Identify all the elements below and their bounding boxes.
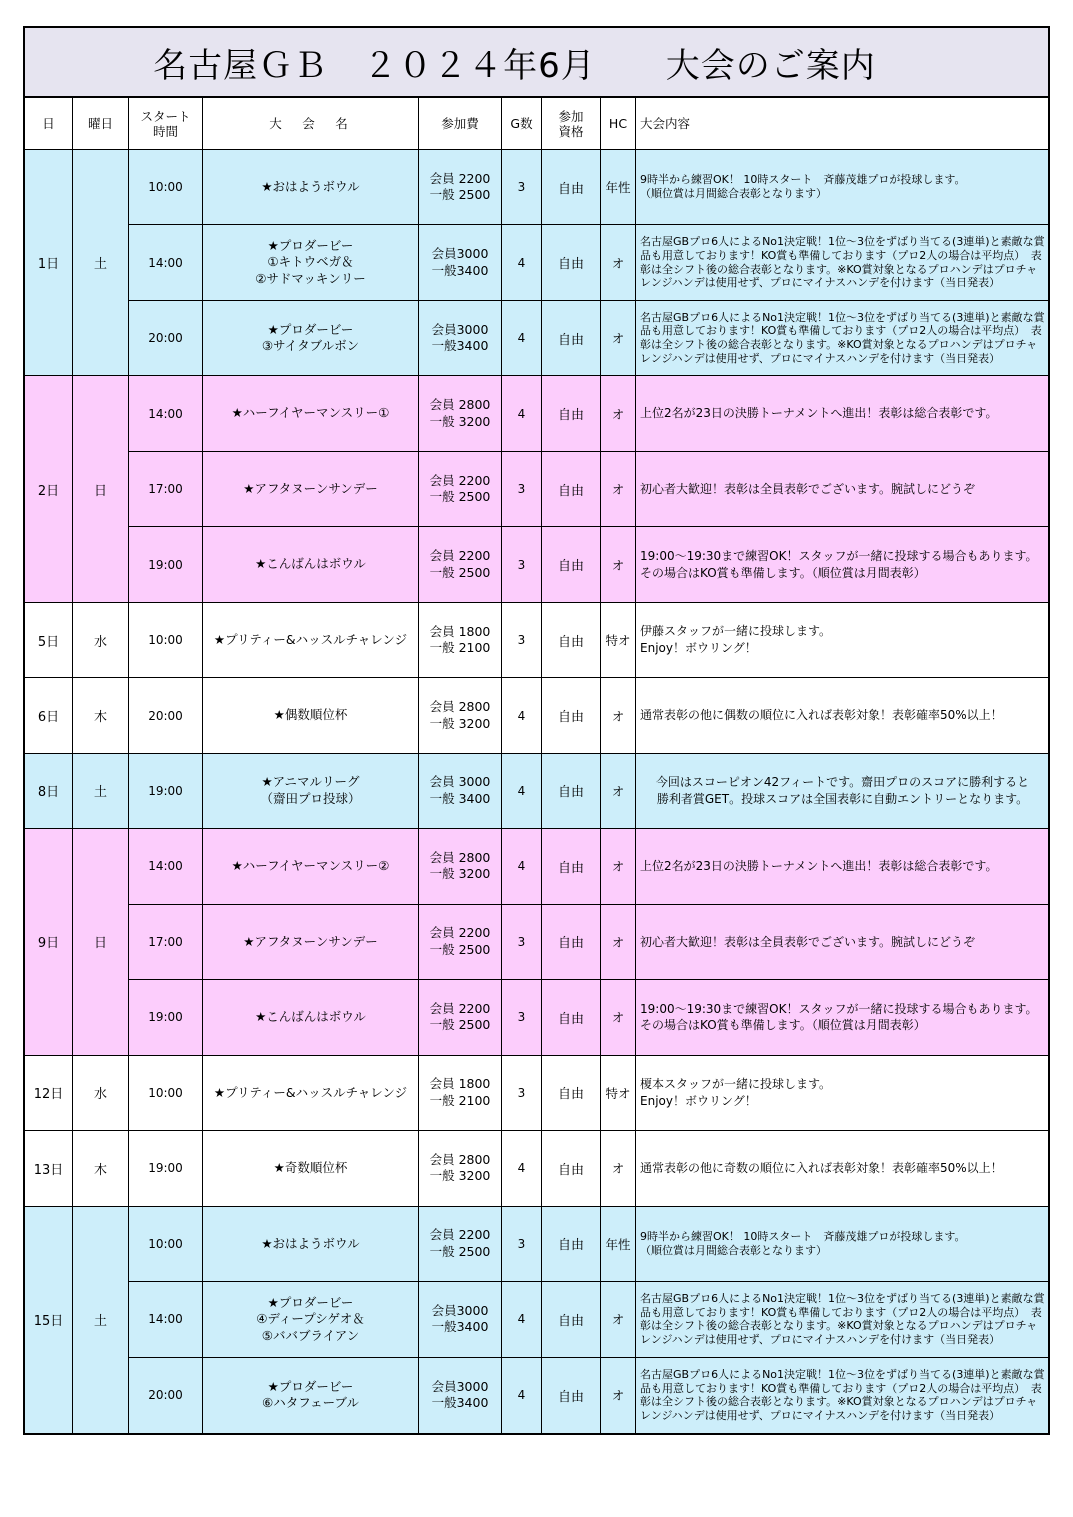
handicap: オ [611,557,625,573]
eligibility-cell [542,754,601,829]
entry-fee: 会員 1800 一般 2100 [429,623,491,656]
tournament-name-cell [203,1282,419,1357]
game-count-cell [502,452,542,527]
entry-fee-cell [419,452,502,527]
entry-fee: 会員 2200 一般 2500 [429,472,491,505]
eligibility-cell [542,1131,601,1206]
header-tournament-name-cell [203,98,419,150]
handicap: オ [611,1312,625,1328]
handicap-cell [601,754,636,829]
handicap-cell [601,905,636,980]
entry-fee-cell [419,905,502,980]
eligibility-cell [542,980,601,1055]
description: 今回はスコーピオン42フィートです。齋田プロのスコアに勝利すると 勝利者賞GET。投球スコアは全国表彰に自動エントリーとなります。 [655,775,1030,806]
weekday: 木 [93,710,107,726]
tournament-name-cell [203,905,419,980]
handicap-cell [601,452,636,527]
entry-fee-cell [419,527,502,602]
eligibility: 自由 [557,860,584,876]
entry-fee-cell [419,150,502,225]
start-time-cell [129,905,203,980]
header-handicap-cell [601,98,636,150]
game-count-cell [502,376,542,451]
eligibility: 自由 [557,1238,584,1254]
tournament-name: ★奇数順位杯 [273,1160,348,1176]
tournament-name-cell [203,1358,419,1433]
description: 名古屋GBプロ6人によるNo1決定戦！1位～3位をずばり当てる(3連単)と素敵な賞品も用意しております！KO賞も準備しております（プロ2人の場合は平均点） 表彰は全シフト後の総合表彰となります。※KO賞対象となるプロハンデはプロチャレンジハンデは使用せず、プロにマイナスハンデを付けます（当日発表） [640,310,1045,365]
description-cell [636,150,1048,225]
eligibility-cell [542,150,601,225]
game-count: 4 [517,783,526,798]
handicap-cell [601,376,636,451]
description-cell [636,1358,1048,1433]
entry-fee-cell [419,301,502,376]
entry-fee-cell [419,980,502,1055]
date: 12日 [33,1087,64,1103]
start-time-cell [129,1282,203,1357]
game-count: 3 [517,1236,526,1251]
tournament-name-cell [203,829,419,904]
header-description-cell [636,98,1048,150]
date: 2日 [37,483,60,499]
entry-fee: 会員 2800 一般 3200 [429,849,491,882]
start-time: 17:00 [148,482,183,497]
eligibility-cell [542,376,601,451]
entry-fee-cell [419,225,502,300]
tournament-name-cell [203,1131,419,1206]
game-count: 3 [517,633,526,648]
game-count: 3 [517,557,526,572]
entry-fee-cell [419,678,502,753]
game-count: 4 [517,1161,526,1176]
game-count: 4 [517,1388,526,1403]
header-entry-fee-cell [419,98,502,150]
eligibility-cell [542,452,601,527]
tournament-name: ★プリティー&ハッスルチャレンジ [213,1084,408,1100]
entry-fee-cell [419,1056,502,1131]
entry-fee: 会員 2200 一般 2500 [429,925,491,957]
start-time-cell [129,678,203,753]
header-tournament-name: 大 会 名 [269,116,352,131]
eligibility: 自由 [557,332,584,348]
handicap: 特オ [605,633,631,649]
start-time: 19:00 [148,1010,183,1025]
entry-fee-cell [419,1358,502,1433]
handicap: オ [611,708,625,724]
description: 伊藤スタッフが一緒に投球します。 Enjoy！ボウリング！ [640,624,832,656]
handicap: 年性 [605,180,631,196]
description-cell [636,754,1048,829]
start-time: 10:00 [148,633,183,648]
tournament-name: ★プロダービー ③サイタブルボン [261,321,360,354]
handicap-cell [601,527,636,602]
weekday-cell [73,829,129,1055]
start-time-cell [129,1358,203,1433]
tournament-name: ★ハーフイヤーマンスリー② [231,858,390,874]
entry-fee: 会員 2800 一般 3200 [429,699,491,731]
date-cell [25,829,73,1055]
description: 9時半から練習OK！ 10時スタート 斉藤茂雄プロが投球します。 （順位賞は月間総合表彰となります） [640,173,966,201]
tournament-schedule-table [23,26,1050,1435]
game-count-cell [502,1358,542,1433]
entry-fee: 会員3000 一般3400 [431,246,489,278]
header-eligibility: 参加 資格 [558,108,584,139]
header-handicap: HC [608,116,628,131]
tournament-name-cell [203,376,419,451]
entry-fee: 会員 3000 一般 3400 [429,774,491,806]
handicap: オ [611,255,625,271]
start-time: 19:00 [148,1161,183,1176]
game-count: 4 [517,331,526,346]
header-day-cell [25,98,73,150]
start-time: 10:00 [148,1236,183,1251]
handicap: 特オ [605,1085,631,1101]
game-count-cell [502,301,542,376]
handicap-cell [601,301,636,376]
eligibility-cell [542,905,601,980]
handicap-cell [601,603,636,678]
description-cell [636,452,1048,527]
game-count: 3 [517,482,526,497]
handicap: 年性 [605,1236,631,1252]
entry-fee: 会員3000 一般3400 [431,1378,489,1411]
header-day: 日 [42,116,55,131]
entry-fee: 会員 2200 一般 2500 [429,548,491,580]
start-time: 10:00 [148,1085,183,1100]
header-game-count: G数 [510,116,533,131]
entry-fee: 会員 2800 一般 3200 [429,1151,491,1184]
description: 榎本スタッフが一緒に投球します。 Enjoy！ボウリング！ [640,1077,832,1108]
date-cell [25,678,73,753]
tournament-name-cell [203,603,419,678]
tournament-name: ★偶数順位杯 [273,707,348,723]
date-cell [25,376,73,602]
description: 名古屋GBプロ6人によるNo1決定戦！1位～3位をずばり当てる(3連単)と素敵な賞品も用意しております！KO賞も準備しております（プロ2人の場合は平均点） 表彰は全シフト後の総合表彰となります。※KO賞対象となるプロハンデはプロチャレンジハンデは使用せず、プロにマイナスハンデを付けます（当日発表） [640,1291,1045,1347]
weekday: 土 [93,785,107,801]
description-cell [636,527,1048,602]
description: 9時半から練習OK！ 10時スタート 斉藤茂雄プロが投球します。 （順位賞は月間総合表彰となります） [640,1230,966,1257]
header-entry-fee: 参加費 [441,116,479,131]
weekday-cell [73,376,129,602]
handicap: オ [611,406,625,422]
entry-fee-cell [419,376,502,451]
start-time: 10:00 [148,180,183,195]
eligibility: 自由 [557,710,584,726]
entry-fee: 会員 1800 一般 2100 [429,1076,491,1108]
date-cell [25,603,73,678]
tournament-name: ★ハーフイヤーマンスリー① [231,405,390,421]
start-time-cell [129,1056,203,1131]
tournament-name-cell [203,980,419,1055]
handicap: オ [611,1010,625,1026]
tournament-name-cell [203,754,419,829]
description: 上位2名が23日の決勝トーナメントへ進出！表彰は総合表彰です。 [640,859,998,874]
entry-fee-cell [419,1282,502,1357]
date-cell [25,1207,73,1433]
page-title: 名古屋ＧＢ ２０２４年6月 大会のご案内 [153,45,876,86]
handicap-cell [601,1131,636,1206]
tournament-name: ★プロダービー ④ディープシゲオ＆ ⑤ババブライアン [256,1294,365,1343]
date-cell [25,754,73,829]
tournament-name: ★こんばんはボウル [255,556,366,572]
start-time: 20:00 [148,331,183,346]
tournament-name: ★おはようボウル [261,1235,360,1251]
game-count: 4 [517,406,526,421]
tournament-name: ★こんばんはボウル [255,1009,366,1025]
tournament-name-cell [203,1207,419,1282]
entry-fee: 会員3000 一般3400 [431,321,489,354]
tournament-name-cell [203,452,419,527]
handicap-cell [601,150,636,225]
description-cell [636,678,1048,753]
date-cell [25,150,73,376]
game-count: 3 [517,1085,526,1100]
start-time-cell [129,829,203,904]
entry-fee-cell [419,829,502,904]
start-time: 17:00 [148,934,183,949]
tournament-name: ★プロダービー ⑥ハタフェーブル [262,1378,359,1411]
handicap: オ [611,859,625,875]
start-time: 14:00 [148,406,183,421]
start-time-cell [129,301,203,376]
game-count-cell [502,225,542,300]
weekday-cell [73,754,129,829]
weekday: 日 [93,936,107,952]
entry-fee-cell [419,754,502,829]
eligibility: 自由 [557,1087,584,1103]
game-count-cell [502,150,542,225]
start-time: 14:00 [148,1312,183,1327]
game-count: 3 [517,934,526,949]
weekday: 日 [93,483,107,499]
tournament-name: ★プロダービー ①キトウベガ＆ ②サドマッキンリー [255,237,366,286]
handicap: オ [611,783,625,799]
tournament-name: ★アフタヌーンサンデー [243,933,378,949]
handicap-cell [601,980,636,1055]
date: 1日 [37,257,60,273]
entry-fee: 会員 2800 一般 3200 [429,397,491,429]
eligibility-cell [542,1207,601,1282]
game-count-cell [502,678,542,753]
game-count-cell [502,905,542,980]
tournament-name-cell [203,150,419,225]
tournament-name: ★おはようボウル [261,178,360,194]
tournament-name-cell [203,1056,419,1131]
tournament-name: ★プリティー&ハッスルチャレンジ [213,631,408,647]
handicap-cell [601,678,636,753]
eligibility: 自由 [557,408,584,424]
eligibility: 自由 [557,936,584,952]
description: 初心者大歓迎！表彰は全員表彰でございます。腕試しにどうぞ [640,934,976,949]
weekday-cell [73,1056,129,1131]
eligibility: 自由 [557,1162,584,1178]
handicap: オ [611,331,625,347]
date: 15日 [33,1314,64,1330]
weekday: 水 [93,634,107,650]
entry-fee: 会員3000 一般3400 [431,1302,489,1335]
game-count: 4 [517,859,526,874]
handicap: オ [611,1161,625,1177]
date: 9日 [37,936,60,952]
eligibility: 自由 [557,181,584,197]
tournament-name: ★アニマルリーグ （齋田プロ投球） [260,774,361,806]
handicap: オ [611,1388,625,1404]
start-time: 19:00 [148,783,183,798]
description-cell [636,1056,1048,1131]
handicap: オ [611,482,625,498]
eligibility: 自由 [557,483,584,499]
weekday: 土 [93,257,107,273]
date-cell [25,1056,73,1131]
game-count-cell [502,1056,542,1131]
date: 6日 [37,710,60,726]
start-time-cell [129,1131,203,1206]
game-count-cell [502,1207,542,1282]
eligibility-cell [542,1358,601,1433]
eligibility-cell [542,603,601,678]
tournament-name-cell [203,527,419,602]
weekday-cell [73,1131,129,1206]
date-cell [25,1131,73,1206]
start-time-cell [129,452,203,527]
description-cell [636,1207,1048,1282]
eligibility: 自由 [557,634,584,650]
game-count-cell [502,829,542,904]
start-time-cell [129,980,203,1055]
handicap: オ [611,934,625,950]
description-cell [636,905,1048,980]
eligibility: 自由 [557,1313,584,1329]
start-time: 19:00 [148,557,183,572]
game-count-cell [502,603,542,678]
start-time-cell [129,603,203,678]
description-cell [636,980,1048,1055]
start-time-cell [129,150,203,225]
entry-fee-cell [419,1207,502,1282]
description: 初心者大歓迎！表彰は全員表彰でございます。腕試しにどうぞ [640,481,976,496]
eligibility-cell [542,829,601,904]
start-time: 20:00 [148,1388,183,1403]
header-start-time: スタート 時間 [140,108,191,139]
start-time-cell [129,1207,203,1282]
description: 19:00～19:30まで練習OK！スタッフが一緒に投球する場合もあります。 その場合はKO賞も準備します。（順位賞は月間表彰） [640,1001,1038,1033]
header-start-time-cell [129,98,203,150]
date: 8日 [37,785,60,801]
description-cell [636,301,1048,376]
weekday-cell [73,1207,129,1433]
description-cell [636,225,1048,300]
game-count-cell [502,754,542,829]
game-count-cell [502,527,542,602]
handicap-cell [601,1282,636,1357]
start-time-cell [129,225,203,300]
title-banner [25,28,1048,98]
weekday: 土 [93,1314,107,1330]
game-count-cell [502,980,542,1055]
eligibility: 自由 [557,1389,584,1405]
header-weekday: 曜日 [87,116,113,131]
handicap-cell [601,1207,636,1282]
description: 通常表彰の他に偶数の順位に入れば表彰対象！表彰確率50%以上！ [640,708,1003,723]
weekday-cell [73,678,129,753]
description: 19:00～19:30まで練習OK！スタッフが一緒に投球する場合もあります。 その場合はKO賞も準備します。（順位賞は月間表彰） [640,548,1038,580]
description-cell [636,829,1048,904]
description-cell [636,1282,1048,1357]
eligibility-cell [542,1282,601,1357]
date: 5日 [37,634,60,650]
weekday-cell [73,150,129,376]
entry-fee: 会員 2200 一般 2500 [429,1000,491,1033]
eligibility-cell [542,225,601,300]
entry-fee-cell [419,603,502,678]
header-eligibility-cell [542,98,601,150]
eligibility-cell [542,527,601,602]
game-count-cell [502,1282,542,1357]
date: 13日 [33,1162,64,1178]
eligibility-cell [542,301,601,376]
entry-fee: 会員 2200 一般 2500 [429,1227,491,1259]
weekday-cell [73,603,129,678]
game-count: 4 [517,255,526,270]
description: 上位2名が23日の決勝トーナメントへ進出！表彰は総合表彰です。 [640,406,998,421]
handicap-cell [601,225,636,300]
eligibility: 自由 [557,1011,584,1027]
eligibility-cell [542,1056,601,1131]
description: 名古屋GBプロ6人によるNo1決定戦！1位～3位をずばり当てる(3連単)と素敵な賞品も用意しております！KO賞も準備しております（プロ2人の場合は平均点） 表彰は全シフト後の総合表彰となります。※KO賞対象となるプロハンデはプロチャレンジハンデは使用せず、プロにマイナスハンデを付けます（当日発表） [640,235,1045,290]
description: 名古屋GBプロ6人によるNo1決定戦！1位～3位をずばり当てる(3連単)と素敵な賞品も用意しております！KO賞も準備しております（プロ2人の場合は平均点） 表彰は全シフト後の総合表彰となります。※KO賞対象となるプロハンデはプロチャレンジハンデは使用せず、プロにマイナスハンデを付けます（当日発表） [640,1367,1045,1422]
tournament-name-cell [203,678,419,753]
weekday: 木 [93,1162,107,1178]
tournament-name-cell [203,301,419,376]
description-cell [636,376,1048,451]
game-count-cell [502,1131,542,1206]
header-description: 大会内容 [640,116,691,131]
entry-fee: 会員 2200 一般 2500 [429,170,491,203]
header-weekday-cell [73,98,129,150]
start-time: 14:00 [148,255,183,270]
handicap-cell [601,829,636,904]
game-count: 4 [517,708,526,723]
description: 通常表彰の他に奇数の順位に入れば表彰対象！表彰確率50%以上！ [640,1160,1003,1175]
description-cell [636,603,1048,678]
handicap-cell [601,1358,636,1433]
tournament-name: ★アフタヌーンサンデー [243,480,378,496]
eligibility-cell [542,678,601,753]
start-time: 20:00 [148,708,183,723]
start-time-cell [129,754,203,829]
game-count: 3 [517,180,526,195]
weekday: 水 [93,1087,107,1103]
eligibility: 自由 [557,559,584,575]
eligibility: 自由 [557,257,584,273]
description-cell [636,1131,1048,1206]
tournament-name-cell [203,225,419,300]
header-game-count-cell [502,98,542,150]
game-count: 4 [517,1312,526,1327]
entry-fee-cell [419,1131,502,1206]
handicap-cell [601,1056,636,1131]
eligibility: 自由 [557,785,584,801]
start-time: 14:00 [148,859,183,874]
start-time-cell [129,376,203,451]
game-count: 3 [517,1010,526,1025]
start-time-cell [129,527,203,602]
